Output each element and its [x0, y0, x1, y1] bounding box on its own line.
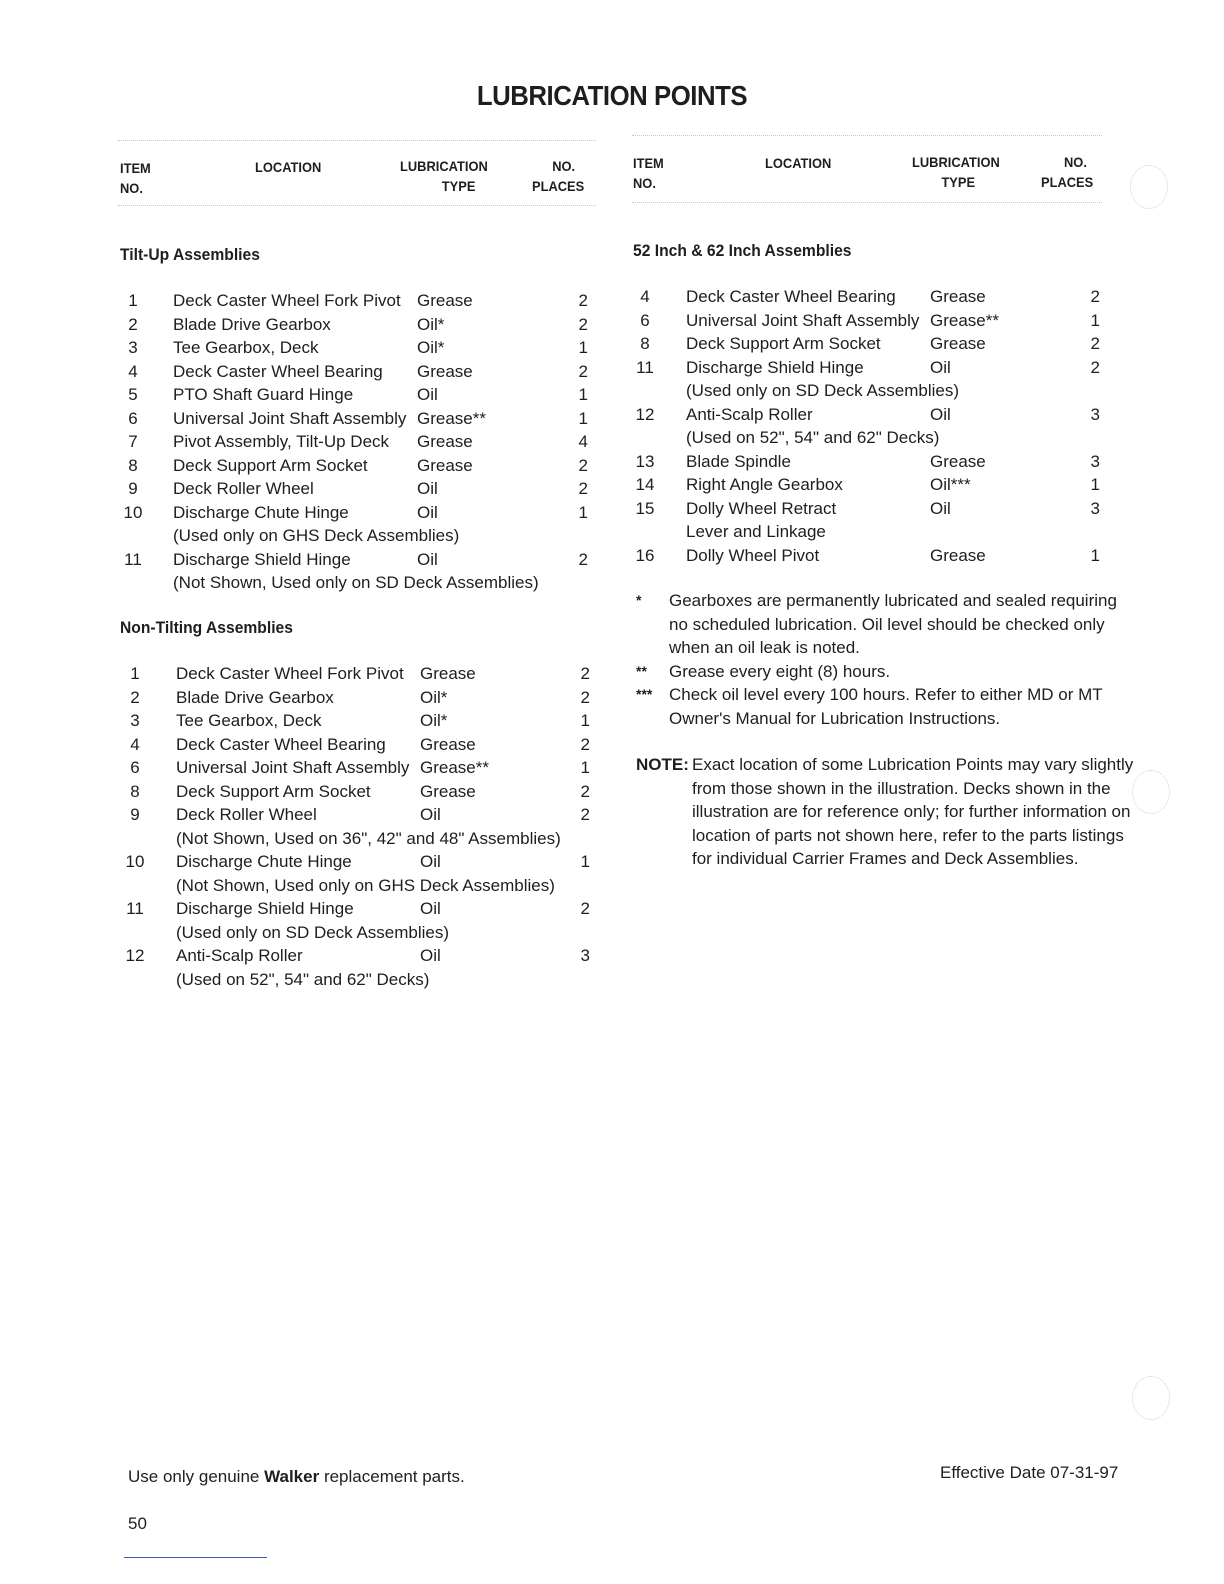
punch-hole-mark [1132, 1376, 1170, 1420]
location: Tee Gearbox, Deck [173, 338, 319, 357]
footnote-mark: ** [636, 662, 647, 679]
table-row [630, 309, 1100, 332]
places-count: 1 [1090, 475, 1100, 494]
lubrication-type: Grease [417, 432, 473, 451]
places-count: 2 [578, 361, 588, 381]
item-number: 9 [130, 805, 140, 824]
places-count: 2 [1090, 357, 1100, 377]
places-count: 1 [578, 385, 588, 404]
table-row [630, 332, 1100, 355]
header-divider-bottom-right [632, 202, 1102, 203]
places-count: 2 [580, 805, 590, 824]
item-number: 4 [640, 287, 650, 306]
table-row [118, 709, 598, 732]
lubrication-type: Oil*** [930, 475, 971, 494]
item-number: 2 [130, 687, 140, 707]
location: Universal Joint Shaft Assembly [176, 758, 410, 777]
section-title-nontilt: Non-Tilting Assemblies [120, 618, 293, 637]
location: (Used on 52", 54" and 62" Decks) [176, 969, 430, 989]
item-number: 8 [640, 334, 650, 353]
item-number: 12 [125, 946, 145, 965]
location: Deck Caster Wheel Bearing [686, 287, 896, 306]
footnote-text: Gearboxes are permanently lubricated and sealed requiring [669, 591, 1117, 610]
lubrication-type: Oil [417, 549, 438, 569]
places-count: 1 [580, 852, 590, 871]
location: (Used on 52", 54" and 62" Decks) [686, 428, 940, 447]
table-row [630, 473, 1100, 496]
item-number: 1 [128, 291, 138, 310]
location: Tee Gearbox, Deck [176, 711, 322, 730]
location: Deck Caster Wheel Bearing [176, 734, 386, 754]
location: Blade Drive Gearbox [176, 687, 334, 707]
location: (Used only on SD Deck Assemblies) [686, 381, 960, 400]
places-count: 3 [580, 946, 590, 965]
lubrication-type: Oil* [417, 338, 445, 357]
location: Deck Roller Wheel [173, 479, 314, 498]
table-row [118, 313, 598, 336]
header-type-label: TYPE [441, 178, 476, 194]
table-row [118, 289, 598, 312]
table-row [118, 874, 598, 897]
location: Blade Spindle [686, 451, 791, 471]
table-row [118, 454, 598, 477]
table-row [630, 403, 1100, 426]
places-count: 1 [1090, 545, 1100, 565]
item-number: 1 [130, 664, 140, 683]
note-text: Exact location of some Lubrication Points may vary slightly [692, 755, 1134, 774]
header-item-right [633, 153, 664, 193]
header-location-left: LOCATION [255, 159, 322, 175]
lubrication-type: Oil [417, 502, 438, 522]
page-number: 50 [128, 1514, 147, 1533]
location: Universal Joint Shaft Assembly [173, 408, 407, 428]
item-number: 3 [130, 711, 140, 730]
places-count: 2 [580, 734, 590, 754]
location: Discharge Shield Hinge [176, 899, 354, 918]
places-count: 1 [578, 408, 588, 428]
header-location-right: LOCATION [765, 155, 832, 171]
lubrication-type: Grease [420, 734, 476, 754]
table-row [118, 524, 598, 547]
places-count: 1 [1090, 310, 1100, 330]
footer-rule [124, 1557, 267, 1558]
location: Deck Caster Wheel Bearing [173, 361, 383, 381]
footer-genuine-parts [128, 1467, 465, 1487]
location: Deck Caster Wheel Fork Pivot [176, 664, 404, 683]
places-count: 2 [1090, 334, 1100, 353]
places-count: 2 [580, 899, 590, 918]
item-number: 5 [128, 385, 138, 404]
footer-brand: Walker [264, 1467, 320, 1486]
item-number: 14 [635, 475, 655, 494]
location: Dolly Wheel Pivot [686, 545, 820, 565]
lubrication-type: Grease [930, 334, 986, 353]
table-row [118, 430, 598, 453]
table-row [118, 686, 598, 709]
header-places-right [1041, 152, 1093, 192]
table-row [630, 520, 1100, 543]
item-number: 4 [128, 361, 138, 381]
page-title: LUBRICATION POINTS [476, 80, 748, 111]
places-count: 2 [578, 291, 588, 310]
table-row [118, 944, 598, 967]
header-item-label: ITEM [633, 155, 664, 171]
places-count: 3 [1090, 451, 1100, 471]
lubrication-type: Oil* [417, 314, 445, 334]
header-places-left [532, 156, 584, 196]
places-count: 2 [1090, 287, 1100, 306]
places-count: 3 [1090, 404, 1100, 424]
header-no-label: NO. [633, 175, 656, 191]
location: Anti-Scalp Roller [686, 404, 813, 424]
header-places-label: PLACES [1041, 174, 1094, 190]
note-label: NOTE: [636, 755, 689, 774]
footnote-text: Owner's Manual for Lubrication Instructions. [669, 708, 1001, 728]
footnote-text: no scheduled lubrication. Oil level should be checked only [669, 614, 1105, 634]
header-item-left [120, 158, 151, 198]
table-row [118, 780, 598, 803]
location: Right Angle Gearbox [686, 475, 843, 494]
item-number: 13 [635, 451, 655, 471]
places-count: 3 [1090, 498, 1100, 518]
item-number: 8 [130, 781, 140, 801]
places-count: 2 [578, 479, 588, 498]
lubrication-type: Oil [417, 479, 438, 498]
lubrication-type: Grease [417, 361, 473, 381]
location: Deck Roller Wheel [176, 805, 317, 824]
item-number: 11 [636, 357, 654, 377]
location: Discharge Chute Hinge [176, 852, 352, 871]
location: (Not Shown, Used only on GHS Deck Assemblies) [176, 875, 555, 895]
header-places-label: PLACES [532, 178, 585, 194]
lubrication-type: Oil [417, 385, 438, 404]
places-count: 2 [578, 314, 588, 334]
lubrication-type: Oil [420, 899, 441, 918]
item-number: 4 [130, 734, 140, 754]
footer-post: replacement parts. [319, 1467, 465, 1486]
location: (Used only on GHS Deck Assemblies) [173, 526, 460, 545]
header-divider-top-right [632, 135, 1102, 136]
places-count: 1 [580, 711, 590, 730]
table-row [118, 921, 598, 944]
item-number: 10 [123, 502, 143, 522]
lubrication-type: Oil* [420, 687, 448, 707]
lubrication-type: Grease [417, 455, 473, 475]
places-count: 1 [580, 758, 590, 777]
location: (Not Shown, Used only on SD Deck Assemblies) [173, 573, 539, 592]
location: (Not Shown, Used on 36", 42" and 48" Assemblies) [176, 828, 561, 848]
lubrication-type: Grease** [420, 758, 489, 777]
item-number: 8 [128, 455, 138, 475]
table-row [630, 379, 1100, 402]
lubrication-type: Oil* [420, 711, 448, 730]
location: Pivot Assembly, Tilt-Up Deck [173, 432, 390, 451]
header-lubrication-label: LUBRICATION [400, 158, 488, 174]
header-item-label: ITEM [120, 160, 151, 176]
table-row [630, 356, 1100, 379]
lubrication-type: Oil [930, 357, 951, 377]
item-number: 6 [130, 758, 140, 777]
table-row [630, 497, 1100, 520]
header-type-label: TYPE [941, 174, 976, 190]
location: Deck Caster Wheel Fork Pivot [173, 291, 401, 310]
location: Dolly Wheel Retract [686, 498, 837, 518]
places-count: 2 [578, 549, 588, 569]
footnote-text: Grease every eight (8) hours. [669, 661, 891, 681]
table-row [118, 548, 598, 571]
item-number: 7 [128, 432, 138, 451]
places-count: 1 [578, 338, 588, 357]
places-count: 2 [578, 455, 588, 475]
places-count: 2 [580, 781, 590, 801]
header-lubrication-label: LUBRICATION [912, 154, 1000, 170]
location: Deck Support Arm Socket [173, 455, 368, 475]
location: Lever and Linkage [686, 522, 826, 541]
footnote-mark: * [636, 592, 642, 608]
location: PTO Shaft Guard Hinge [173, 385, 354, 404]
places-count: 1 [578, 502, 588, 522]
location: Discharge Shield Hinge [173, 549, 351, 569]
note-text: illustration are for reference only; for further information on [692, 802, 1131, 821]
table-row [118, 733, 598, 756]
location: Deck Support Arm Socket [176, 781, 371, 801]
section-title-tiltup: Tilt-Up Assemblies [120, 245, 260, 264]
lubrication-type: Grease [930, 451, 986, 471]
item-number: 11 [124, 549, 142, 569]
note-text: from those shown in the illustration. Decks shown in the [692, 778, 1111, 798]
table-row [118, 756, 598, 779]
item-number: 6 [128, 408, 138, 428]
table-row [630, 450, 1100, 473]
table-row [630, 544, 1100, 567]
location: Discharge Shield Hinge [686, 357, 864, 377]
note-text: for individual Carrier Frames and Deck Assemblies. [692, 849, 1079, 868]
section-title-inch: 52 Inch & 62 Inch Assemblies [633, 241, 852, 260]
table-row [118, 383, 598, 406]
header-no-label: NO. [120, 180, 143, 196]
item-number: 6 [640, 310, 650, 330]
item-number: 9 [128, 479, 138, 498]
table-row [118, 360, 598, 383]
lubrication-type: Oil [420, 946, 441, 965]
header-lubrication-right [912, 152, 1000, 192]
header-divider-bottom-left [118, 205, 596, 206]
table-row [118, 571, 598, 594]
table-row [118, 336, 598, 359]
table-row [118, 803, 598, 826]
lubrication-type: Grease [420, 664, 476, 683]
header-divider-top-left [118, 140, 596, 141]
item-number: 10 [125, 852, 145, 871]
header-places-no-label: NO. [552, 158, 576, 174]
table-row [630, 426, 1100, 449]
header-places-no-label: NO. [1064, 154, 1087, 170]
punch-hole-mark [1132, 770, 1170, 814]
location: Deck Support Arm Socket [686, 334, 881, 353]
lubrication-type: Oil [930, 498, 951, 518]
lubrication-type: Grease [930, 287, 986, 306]
location: (Used only on SD Deck Assemblies) [176, 922, 450, 942]
item-number: 12 [635, 404, 655, 424]
footnote-text: Check oil level every 100 hours. Refer to either MD or MT [669, 685, 1103, 704]
places-count: 2 [580, 687, 590, 707]
lubrication-type: Oil [420, 852, 441, 871]
location: Discharge Chute Hinge [173, 502, 349, 522]
note-text: location of parts not shown here, refer to the parts listings [692, 825, 1124, 845]
table-row [118, 407, 598, 430]
lubrication-type: Grease [420, 781, 476, 801]
footer-pre: Use only genuine [128, 1467, 265, 1486]
item-number: 15 [635, 498, 655, 518]
header-lubrication-left [400, 156, 488, 196]
punch-hole-mark [1130, 165, 1168, 209]
footnote-text: when an oil leak is noted. [669, 638, 860, 657]
location: Blade Drive Gearbox [173, 314, 331, 334]
table-row [118, 501, 598, 524]
location: Universal Joint Shaft Assembly [686, 310, 920, 330]
places-count: 2 [580, 664, 590, 683]
lubrication-type: Oil [930, 404, 951, 424]
table-row [118, 477, 598, 500]
item-number: 3 [128, 338, 138, 357]
lubrication-type: Grease [417, 291, 473, 310]
lubrication-type: Oil [420, 805, 441, 824]
footnote-mark: *** [636, 686, 653, 702]
table-row [118, 897, 598, 920]
item-number: 11 [126, 899, 144, 918]
table-row [118, 662, 598, 685]
lubrication-type: Grease** [417, 408, 486, 428]
lubrication-type: Grease [930, 545, 986, 565]
item-number: 16 [635, 545, 655, 565]
lubrication-type: Grease** [930, 310, 999, 330]
table-row [118, 850, 598, 873]
table-row [118, 968, 598, 991]
table-row [630, 285, 1100, 308]
location: Anti-Scalp Roller [176, 946, 303, 965]
item-number: 2 [128, 314, 138, 334]
places-count: 4 [578, 432, 588, 451]
footer-effective-date: Effective Date 07-31-97 [940, 1463, 1119, 1482]
table-row [118, 827, 598, 850]
